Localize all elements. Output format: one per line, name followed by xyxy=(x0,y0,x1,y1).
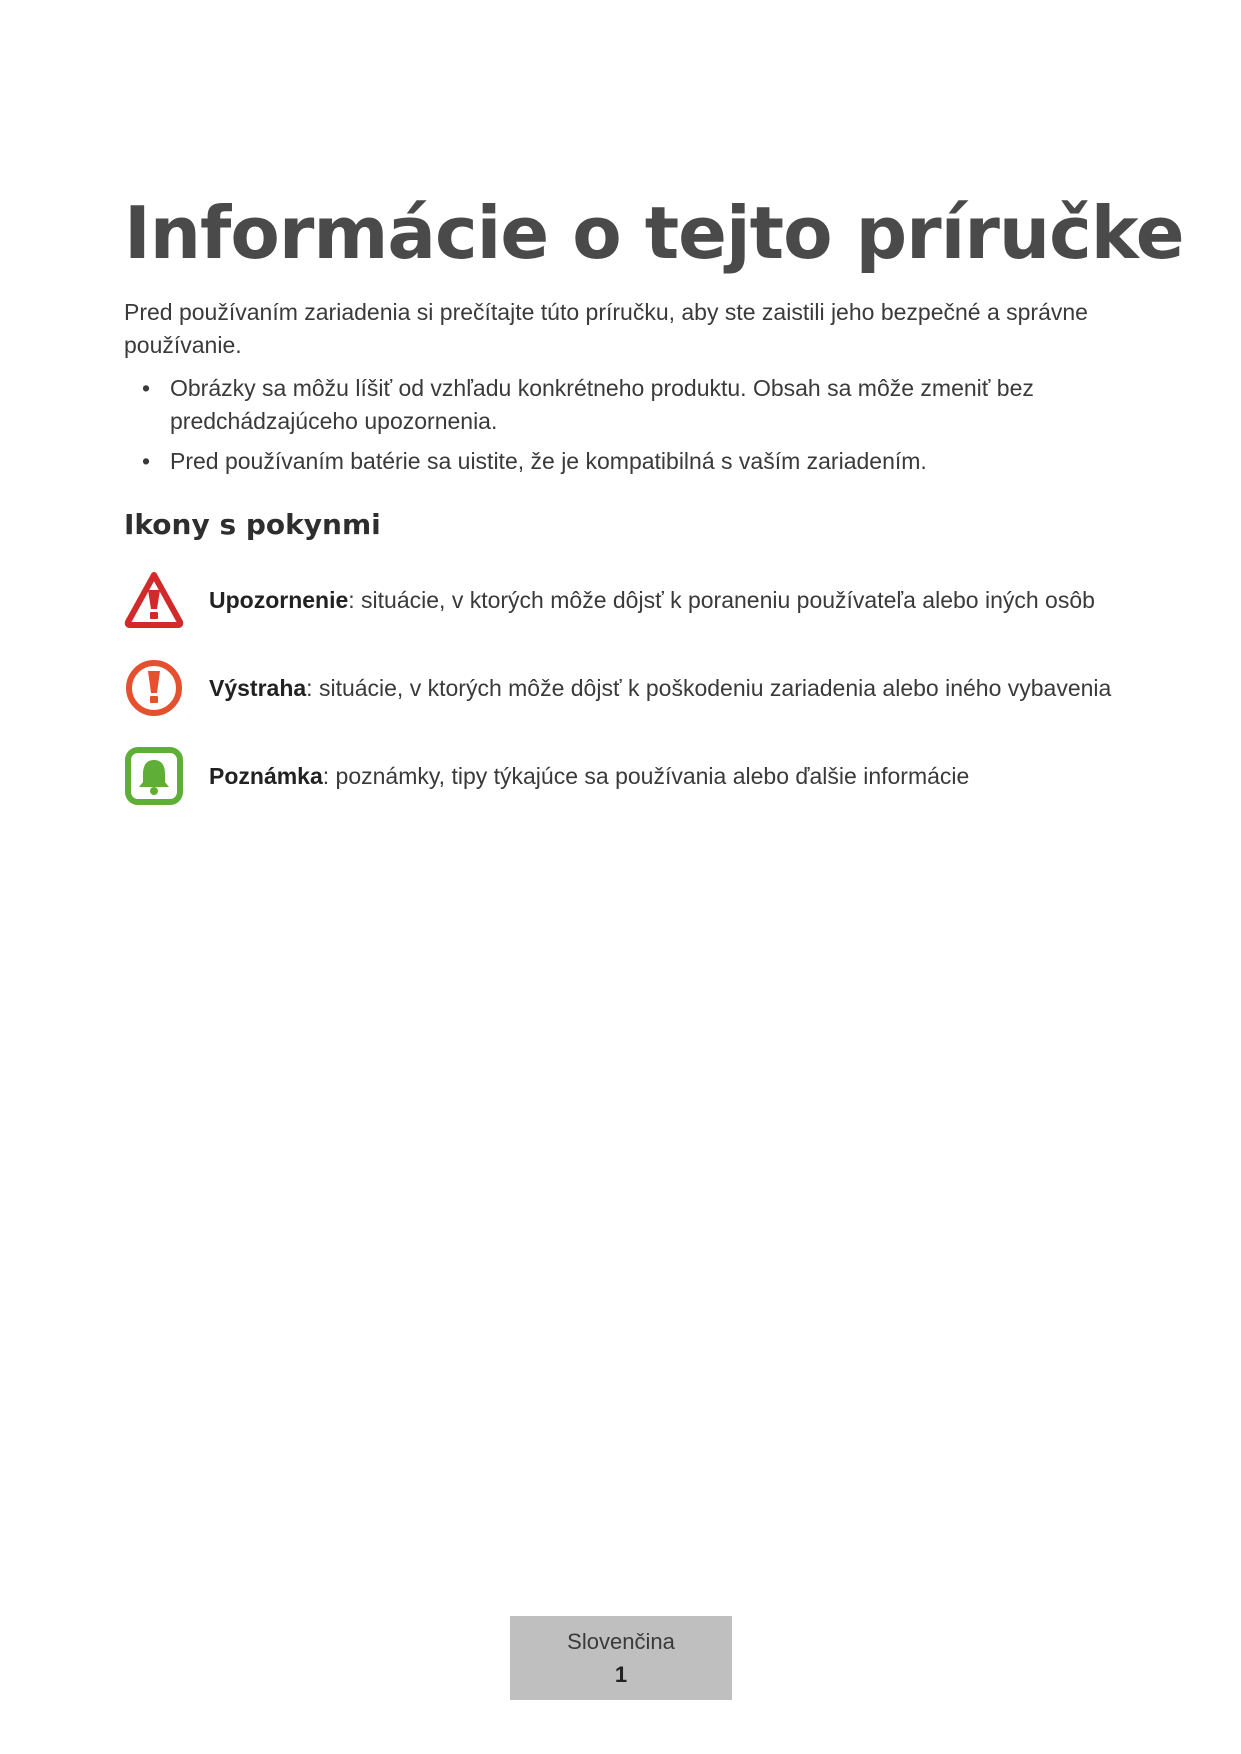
bullet-text: Pred používaním batérie sa uistite, že je kompatibilná s vaším zariadením. xyxy=(170,448,927,474)
notice-description: situácie, v ktorých môže dôjsť k poškodeniu zariadenia alebo iného vybavenia xyxy=(312,675,1112,701)
bullet-marker: • xyxy=(142,448,151,474)
notice-description: situácie, v ktorých môže dôjsť k poraneniu používateľa alebo iných osôb xyxy=(354,587,1095,613)
notice-text xyxy=(209,760,969,792)
notice-text xyxy=(209,672,1111,704)
section-title: Ikony s pokynmi xyxy=(124,508,381,541)
notice-warning xyxy=(124,570,1124,630)
notice-note xyxy=(124,746,1124,806)
warning-triangle-icon xyxy=(124,570,184,630)
bell-note-icon xyxy=(124,746,184,806)
footer-language: Slovenčina xyxy=(567,1629,675,1654)
page-footer xyxy=(510,1616,732,1700)
bullet-list xyxy=(124,372,1124,485)
notice-label: Výstraha xyxy=(209,675,307,701)
list-item xyxy=(124,372,1124,438)
notice-text xyxy=(209,584,1095,616)
caution-circle-icon xyxy=(124,658,184,718)
notice-separator: : xyxy=(322,763,330,789)
notice-separator: : xyxy=(306,675,313,701)
notice-caution xyxy=(124,658,1124,718)
page-title: Informácie o tejto príručke xyxy=(124,191,1184,275)
intro-paragraph: Pred používaním zariadenia si prečítajte túto príručku, aby ste zaistili jeho bezpečné a správne používanie. xyxy=(124,299,1088,358)
bullet-text: Obrázky sa môžu líšiť od vzhľadu konkrétneho produktu. Obsah sa môže zmeniť bez predchádzajúceho upozornenia. xyxy=(170,375,1034,434)
notice-separator: : xyxy=(348,587,355,613)
list-item xyxy=(124,445,1124,478)
page-number: 1 xyxy=(614,1662,628,1687)
notice-description: poznámky, tipy týkajúce sa používania alebo ďalšie informácie xyxy=(329,763,970,789)
notice-label: Upozornenie xyxy=(209,587,349,613)
bullet-marker: • xyxy=(142,375,151,401)
notice-label: Poznámka xyxy=(209,763,323,789)
